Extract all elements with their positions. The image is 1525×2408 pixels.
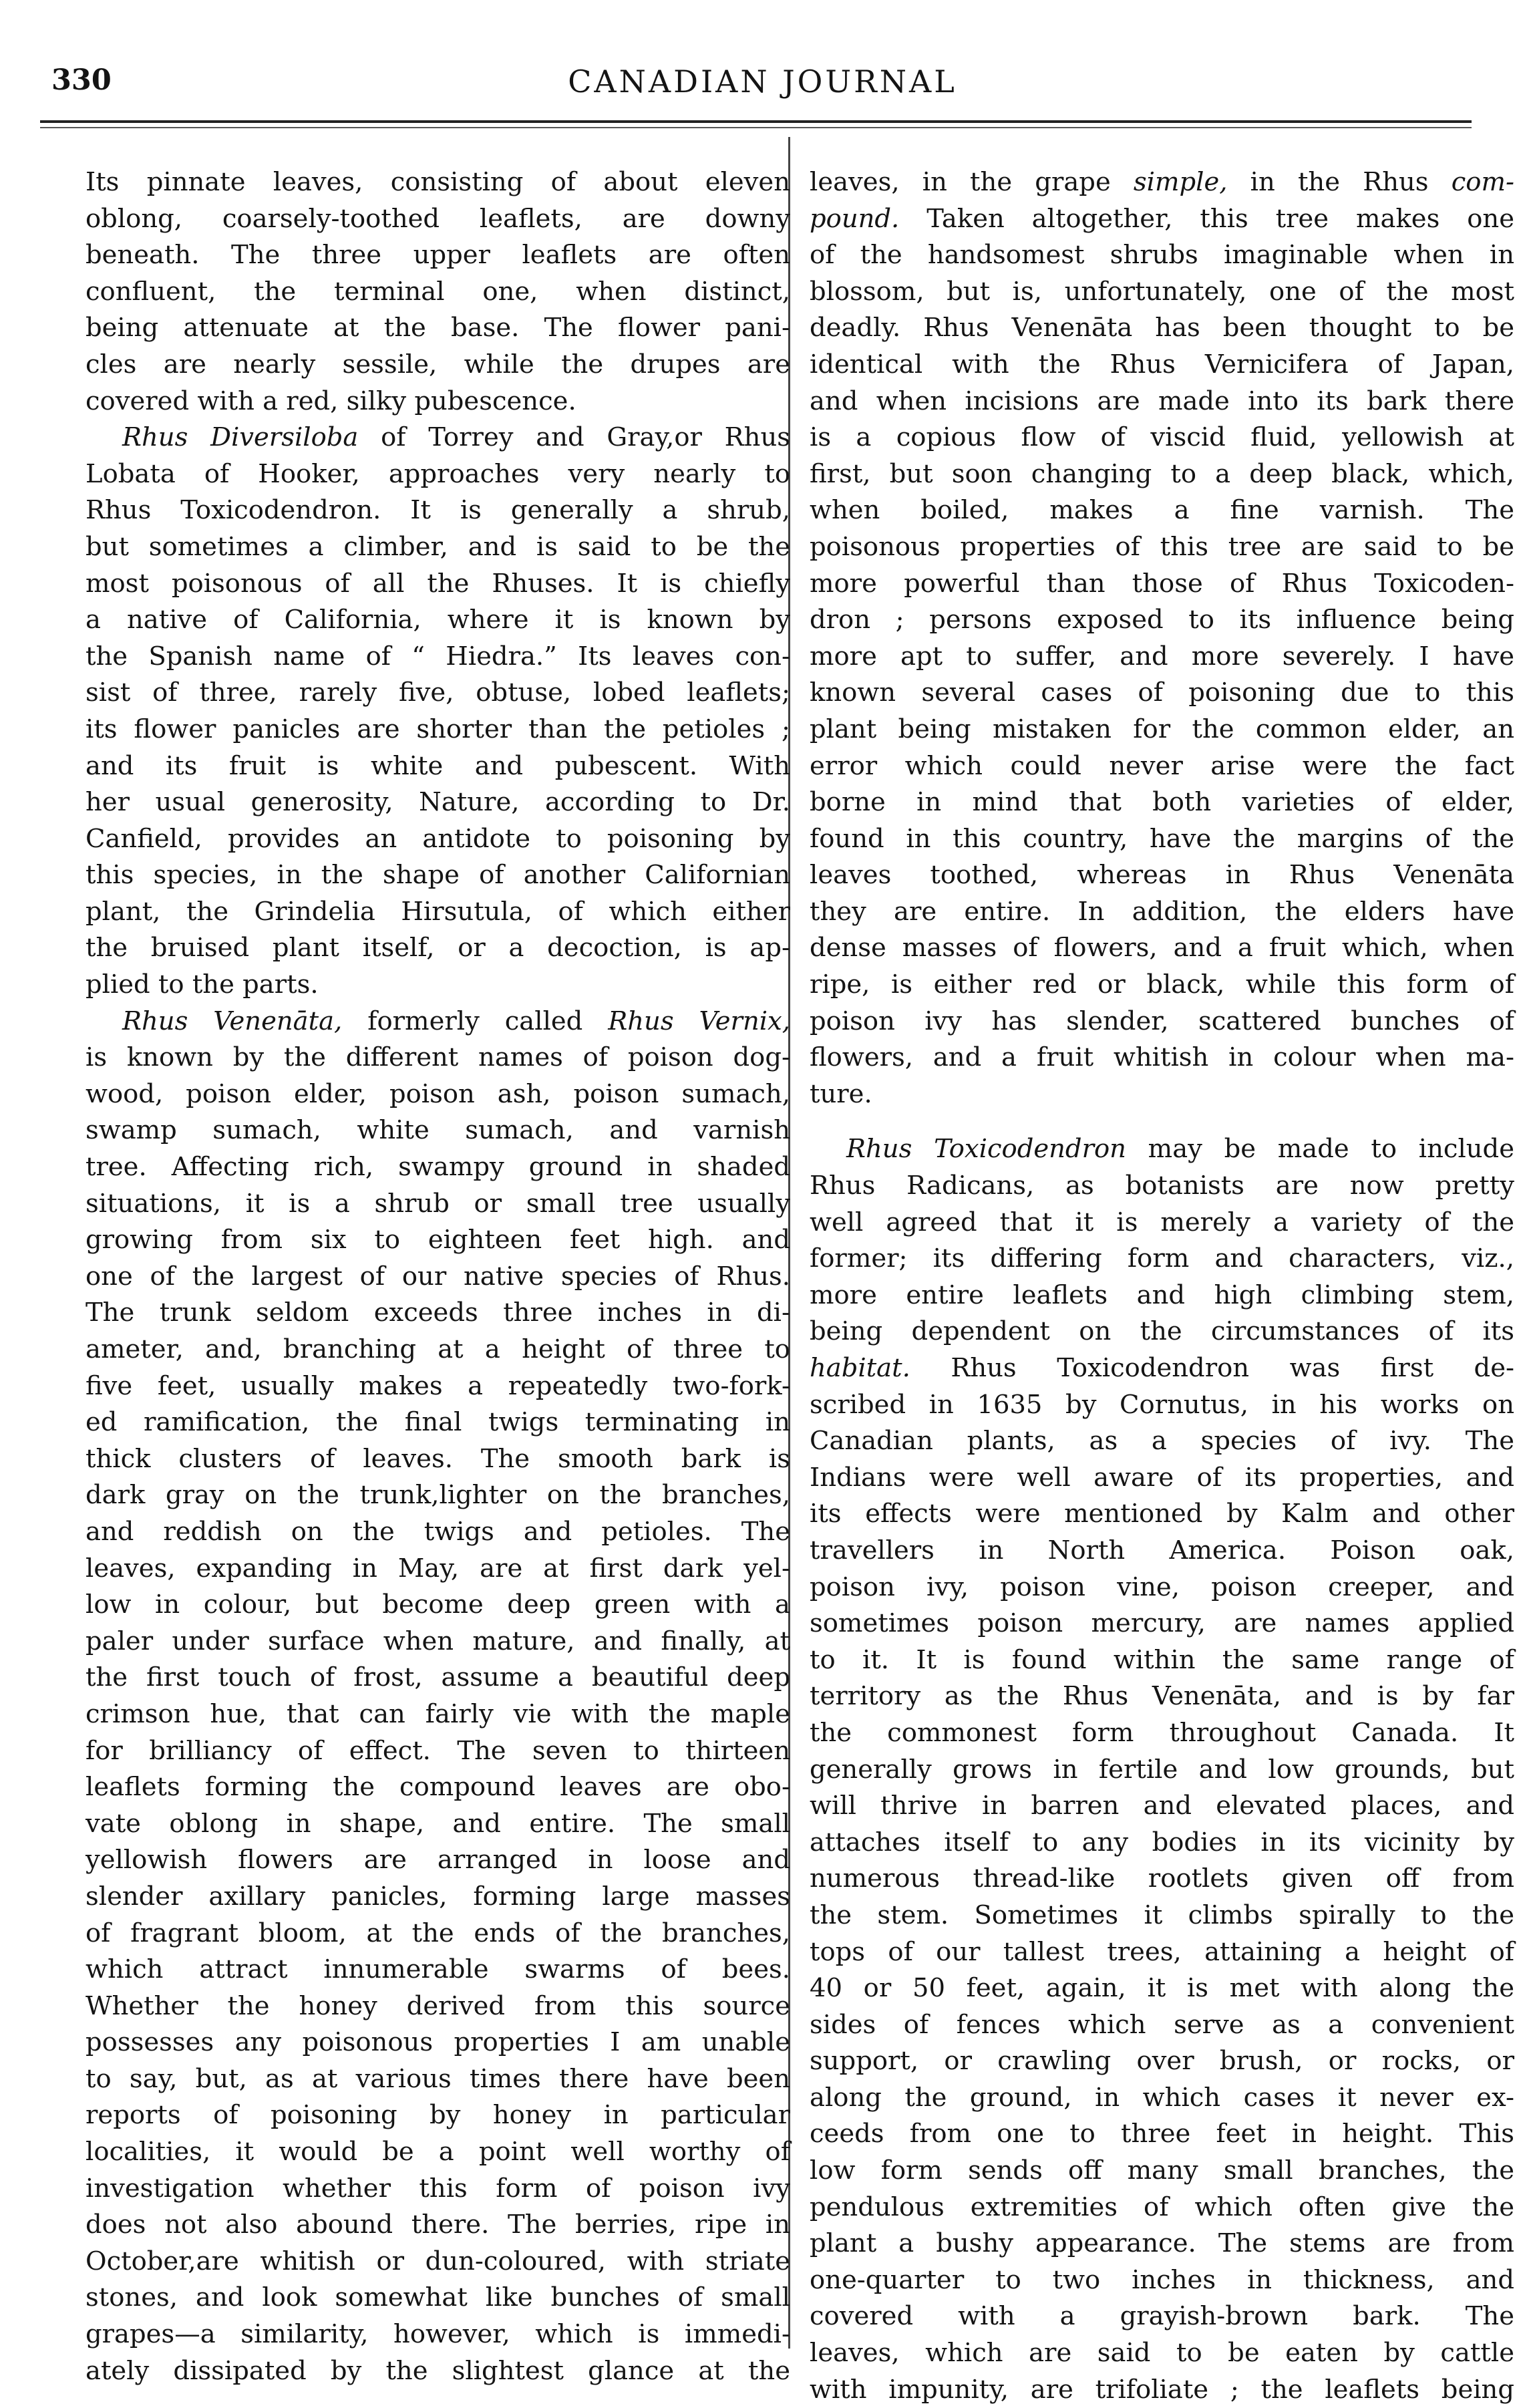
text-line <box>86 2244 790 2280</box>
text-line <box>86 1112 790 1149</box>
text-segment: investigation whether this form of poison ivy <box>86 2173 790 2204</box>
text-line <box>86 1660 790 1696</box>
text-line <box>810 1004 1514 1040</box>
text-line <box>810 492 1514 529</box>
text-line <box>810 384 1514 420</box>
text-line <box>810 1678 1514 1715</box>
text-segment: plant a bushy appearance. The stems are from <box>810 2228 1514 2259</box>
text-segment: ceeds from one to three feet in height. This <box>810 2119 1514 2149</box>
text-line <box>86 1952 790 1988</box>
text-line <box>86 1004 790 1040</box>
text-segment: when boiled, makes a fine varnish. The <box>810 495 1514 526</box>
text-line <box>86 821 790 858</box>
text-segment: will thrive in barren and elevated places, and <box>810 1791 1514 1821</box>
text-segment: paler under surface when mature, and finally, at <box>86 1626 790 1656</box>
text-segment: its effects were mentioned by Kalm and other <box>810 1499 1514 1529</box>
text-line <box>810 748 1514 785</box>
text-segment: identical with the Rhus Vernicifera of Japan, <box>810 349 1514 380</box>
text-line <box>86 2024 790 2061</box>
text-segment: ameter, and, branching at a height of three to <box>86 1334 790 1364</box>
text-segment: sides of fences which serve as a convenient <box>810 2009 1514 2040</box>
text-segment: cles are nearly sessile, while the drupes are <box>86 349 790 380</box>
text-line <box>810 784 1514 821</box>
text-line <box>86 456 790 493</box>
text-segment: blossom, but is, unfortunately, one of the most <box>810 276 1514 307</box>
text-line <box>810 2226 1514 2262</box>
text-segment: Its pinnate leaves, consisting of about eleven <box>86 167 790 197</box>
text-line <box>86 347 790 384</box>
text-line <box>86 1222 790 1259</box>
text-line <box>86 1988 790 2025</box>
text-segment: they are entire. In addition, the elders have <box>810 896 1514 927</box>
text-segment: five feet, usually makes a repeatedly two-fork- <box>86 1370 790 1401</box>
text-segment: dron ; persons exposed to its influence being <box>810 605 1514 635</box>
text-line <box>810 2298 1514 2335</box>
text-line <box>810 1040 1514 1076</box>
text-line <box>86 2207 790 2244</box>
text-line <box>810 2080 1514 2117</box>
text-segment: Canfield, provides an antidote to poisoning by <box>86 823 790 854</box>
text-line <box>810 1314 1514 1350</box>
text-line <box>86 1295 790 1332</box>
text-segment: being dependent on the circumstances of its <box>810 1316 1514 1347</box>
text-segment: yellowish flowers are arranged in loose and <box>86 1845 790 1875</box>
text-line <box>810 1277 1514 1314</box>
text-segment: along the ground, in which cases it never ex- <box>810 2082 1514 2113</box>
text-line <box>810 1460 1514 1497</box>
text-segment: leaflets forming the compound leaves are obo- <box>86 1772 790 1803</box>
text-segment: 40 or 50 feet, again, it is met with along the <box>810 1973 1514 2004</box>
text-line <box>86 2134 790 2171</box>
text-line <box>810 1642 1514 1679</box>
text-line <box>810 1825 1514 1861</box>
text-line <box>810 2262 1514 2299</box>
text-line <box>86 310 790 347</box>
text-line <box>810 2153 1514 2190</box>
text-segment: sist of three, rarely five, obtuse, lobed leaflets; <box>86 678 790 708</box>
text-segment: error which could never arise were the fact <box>810 750 1514 781</box>
text-segment: known several cases of poisoning due to this <box>810 678 1514 708</box>
text-line <box>86 2316 790 2353</box>
text-segment: and when incisions are made into its bark there <box>810 386 1514 416</box>
text-line <box>86 164 790 201</box>
text-line <box>810 1241 1514 1277</box>
text-segment: Whether the honey derived from this source <box>86 1990 790 2021</box>
text-line <box>810 1752 1514 1789</box>
running-title: CANADIAN JOURNAL <box>568 63 957 100</box>
text-segment: plant, the Grindelia Hirsutula, of which either <box>86 896 790 927</box>
text-segment: localities, it would be a point well worthy of <box>86 2137 790 2167</box>
text-segment: does not also abound there. The berries, ripe in <box>86 2210 790 2240</box>
text-line <box>810 529 1514 566</box>
text-line <box>86 1259 790 1296</box>
text-segment: dense masses of flowers, and a fruit which, when <box>810 933 1514 963</box>
text-segment: most poisonous of all the Rhuses. It is chiefly <box>86 568 790 599</box>
text-segment: covered with a grayish-brown bark. The <box>810 2301 1514 2332</box>
text-line <box>86 237 790 274</box>
text-segment: borne in mind that both varieties of elder, <box>810 787 1514 818</box>
text-segment: Lobata of Hooker, approaches very nearly to <box>86 458 790 489</box>
text-line <box>86 1186 790 1223</box>
italic-text: Rhus Toxicodendron <box>846 1134 1126 1165</box>
text-segment: being attenuate at the base. The flower pani- <box>86 313 790 343</box>
text-segment: possesses any poisonous properties I am unable <box>86 2027 790 2058</box>
text-line <box>810 1496 1514 1533</box>
text-line <box>86 1332 790 1368</box>
text-line <box>810 2372 1514 2408</box>
text-segment: pendulous extremities of which often give the <box>810 2192 1514 2222</box>
text-line <box>810 967 1514 1004</box>
text-segment: Rhus Radicans, as botanists are now pretty <box>810 1171 1514 1201</box>
text-segment: to say, but, as at various times there have been <box>86 2063 790 2094</box>
text-line <box>810 1970 1514 2007</box>
text-segment: thick clusters of leaves. The smooth bark is <box>86 1443 790 1474</box>
text-segment: tree. Affecting rich, swampy ground in shaded <box>86 1152 790 1183</box>
italic-text: simple, <box>1133 167 1228 197</box>
text-segment: Rhus Toxicodendron was first de- <box>910 1353 1514 1383</box>
text-segment: its flower panicles are shorter than the petioles ; <box>86 714 790 744</box>
text-line <box>810 1205 1514 1241</box>
text-line <box>86 967 790 1004</box>
text-line <box>86 2353 790 2390</box>
text-segment: former; its differing form and characters, viz., <box>810 1243 1514 1274</box>
text-line <box>86 492 790 529</box>
text-segment: numerous thread-like rootlets given off from <box>810 1863 1514 1894</box>
text-segment: and its fruit is white and pubescent. With <box>86 750 790 781</box>
text-segment: for brilliancy of effect. The seven to thirteen <box>86 1735 790 1766</box>
text-segment: growing from six to eighteen feet high. and <box>86 1225 790 1255</box>
text-segment: more entire leaflets and high climbing stem, <box>810 1280 1514 1310</box>
text-line <box>810 456 1514 493</box>
italic-text: Rhus Diversiloba <box>122 422 359 453</box>
text-segment: leaves toothed, whereas in Rhus Venenāta <box>810 860 1514 891</box>
text-line <box>86 2280 790 2316</box>
text-segment: leaves, in the grape <box>810 167 1134 197</box>
text-line <box>86 784 790 821</box>
text-line <box>86 675 790 712</box>
header-rule-thick <box>40 120 1472 123</box>
text-line <box>86 1733 790 1770</box>
text-segment: found in this country, have the margins of the <box>810 823 1514 854</box>
text-segment: but sometimes a climber, and is said to be the <box>86 531 790 562</box>
text-line <box>810 1423 1514 1460</box>
text-segment: swamp sumach, white sumach, and varnish <box>86 1115 790 1146</box>
text-segment: slender axillary panicles, forming large masses <box>86 1881 790 1912</box>
text-segment: leaves, which are said to be eaten by cattle <box>810 2338 1514 2369</box>
text-line <box>810 1934 1514 1971</box>
text-line <box>810 712 1514 748</box>
italic-text: Rhus Venenāta, <box>122 1006 343 1036</box>
text-segment: support, or crawling over brush, or rocks, or <box>810 2046 1514 2077</box>
text-segment: is a copious flow of viscid fluid, yellowish at <box>810 422 1514 453</box>
text-segment: one of the largest of our native species of Rhus. <box>86 1261 790 1292</box>
page-number: 330 <box>51 63 112 97</box>
text-line <box>86 2097 790 2134</box>
text-segment: to it. It is found within the same range of <box>810 1644 1514 1675</box>
text-segment: dark gray on the trunk,lighter on the branches, <box>86 1480 790 1511</box>
text-segment: the stem. Sometimes it climbs spirally to the <box>810 1900 1514 1930</box>
text-segment: scribed in 1635 by Cornutus, in his works on <box>810 1389 1514 1420</box>
text-line <box>810 2116 1514 2153</box>
text-segment: which attract innumerable swarms of bees. <box>86 1954 790 1985</box>
text-segment: Rhus Toxicodendron. It is generally a shrub, <box>86 495 790 526</box>
text-segment: in the Rhus <box>1227 167 1452 197</box>
text-segment: low form sends off many small branches, the <box>810 2155 1514 2186</box>
text-segment: sometimes poison mercury, are names applied <box>810 1608 1514 1639</box>
text-segment: reports of poisoning by honey in particular <box>86 2100 790 2131</box>
text-segment: generally grows in fertile and low grounds, but <box>810 1754 1514 1785</box>
text-segment: ed ramification, the final twigs terminating in <box>86 1407 790 1438</box>
left-column <box>86 164 790 2389</box>
text-line <box>86 1441 790 1478</box>
text-segment: may be made to include <box>1126 1134 1514 1165</box>
text-line <box>86 894 790 931</box>
italic-text: pound. <box>810 203 900 234</box>
text-segment: Canadian plants, as a species of ivy. The <box>810 1426 1514 1457</box>
text-segment: The trunk seldom exceeds three inches in di- <box>86 1298 790 1328</box>
text-segment: one-quarter to two inches in thickness, and <box>810 2264 1514 2295</box>
text-segment: situations, it is a shrub or small tree usually <box>86 1188 790 1219</box>
text-line <box>810 566 1514 603</box>
text-line <box>86 384 790 420</box>
text-segment: confluent, the terminal one, when distinct, <box>86 276 790 307</box>
text-segment: tops of our tallest trees, attaining a height of <box>810 1936 1514 1967</box>
text-segment: plant being mistaken for the common elder, an <box>810 714 1514 744</box>
right-column <box>810 164 1514 2408</box>
text-segment: crimson hue, that can fairly vie with the maple <box>86 1698 790 1729</box>
text-segment: low in colour, but become deep green with a <box>86 1590 790 1620</box>
text-segment: leaves, expanding in May, are at first dark yel- <box>86 1553 790 1584</box>
italic-text: habitat. <box>810 1353 910 1383</box>
text-line <box>86 2171 790 2208</box>
text-line <box>810 1606 1514 1642</box>
text-line <box>86 529 790 566</box>
text-line <box>86 1624 790 1660</box>
text-segment: October,are whitish or dun-coloured, with striate <box>86 2246 790 2276</box>
text-line <box>810 274 1514 311</box>
text-segment: ripe, is either red or black, while this form of <box>810 969 1514 1000</box>
header-rule-thin <box>40 127 1472 128</box>
text-line <box>810 237 1514 274</box>
text-segment: beneath. The three upper leaflets are often <box>86 240 790 271</box>
text-line <box>810 857 1514 894</box>
text-line <box>86 1551 790 1588</box>
text-line <box>810 1387 1514 1424</box>
text-segment: ture. <box>810 1078 872 1109</box>
text-line <box>810 1533 1514 1569</box>
text-segment: and reddish on the twigs and petioles. The <box>86 1516 790 1547</box>
text-line <box>810 420 1514 456</box>
text-segment: the commonest form throughout Canada. It <box>810 1717 1514 1748</box>
text-line <box>810 310 1514 347</box>
text-segment: is known by the different names of poison dog- <box>86 1042 790 1073</box>
text-segment: travellers in North America. Poison oak, <box>810 1535 1514 1565</box>
text-line <box>86 1806 790 1843</box>
text-line <box>86 1149 790 1186</box>
text-line <box>810 2007 1514 2044</box>
text-line <box>810 1715 1514 1752</box>
text-segment: covered with a red, silky pubescence. <box>86 386 576 416</box>
text-segment: wood, poison elder, poison ash, poison sumach, <box>86 1078 790 1109</box>
text-line <box>810 1788 1514 1825</box>
text-line <box>810 2043 1514 2080</box>
text-line <box>810 201 1514 238</box>
paragraph-gap <box>810 1112 1514 1131</box>
text-segment: the Spanish name of “ Hiedra.” Its leaves con- <box>86 641 790 671</box>
text-line <box>86 201 790 238</box>
text-segment: ately dissipated by the slightest glance at the <box>86 2355 790 2386</box>
text-segment: territory as the Rhus Venenāta, and is by far <box>810 1681 1514 1712</box>
text-line <box>86 1404 790 1441</box>
text-line <box>86 930 790 967</box>
text-line <box>86 420 790 456</box>
text-segment: attaches itself to any bodies in its vicinity by <box>810 1827 1514 1857</box>
text-line <box>810 821 1514 858</box>
text-line <box>86 1040 790 1076</box>
text-line <box>810 1168 1514 1205</box>
text-segment: more apt to suffer, and more severely. I have <box>810 641 1514 671</box>
text-segment: of the handsomest shrubs imaginable when in <box>810 240 1514 271</box>
text-line <box>86 1769 790 1806</box>
text-segment: poison ivy, poison vine, poison creeper, and <box>810 1571 1514 1602</box>
text-line <box>86 1514 790 1551</box>
text-line <box>810 1131 1514 1168</box>
text-segment: the first touch of frost, assume a beautiful deep <box>86 1662 790 1693</box>
text-line <box>86 1477 790 1514</box>
text-line <box>810 1898 1514 1934</box>
text-segment: of Torrey and Gray,or Rhus <box>358 422 790 453</box>
text-line <box>810 602 1514 639</box>
text-line <box>86 639 790 675</box>
text-segment: this species, in the shape of another Californian <box>86 860 790 891</box>
text-segment: poisonous properties of this tree are said to be <box>810 531 1514 562</box>
text-segment: deadly. Rhus Venenāta has been thought to be <box>810 313 1514 343</box>
text-line <box>810 164 1514 201</box>
text-line <box>810 2335 1514 2372</box>
text-line <box>810 1861 1514 1898</box>
text-line <box>86 1879 790 1916</box>
text-line <box>86 602 790 639</box>
text-line <box>810 2190 1514 2226</box>
text-segment: oblong, coarsely-toothed leaflets, are downy <box>86 203 790 234</box>
text-line <box>86 1842 790 1879</box>
text-segment: formerly called <box>342 1006 609 1036</box>
text-line <box>86 566 790 603</box>
text-segment: her usual generosity, Nature, according to Dr. <box>86 787 790 818</box>
text-line <box>86 1368 790 1405</box>
text-line <box>86 748 790 785</box>
text-line <box>810 639 1514 675</box>
text-segment: more powerful than those of Rhus Toxicoden- <box>810 568 1514 599</box>
text-segment: Taken altogether, this tree makes one <box>899 203 1514 234</box>
text-segment: poison ivy has slender, scattered bunches of <box>810 1006 1514 1036</box>
text-line <box>86 1696 790 1733</box>
text-line <box>86 1076 790 1113</box>
text-segment: of fragrant bloom, at the ends of the branches, <box>86 1918 790 1948</box>
text-line <box>86 857 790 894</box>
text-line <box>810 1350 1514 1387</box>
italic-text: Rhus Vernix, <box>608 1006 791 1036</box>
text-line <box>810 894 1514 931</box>
text-line <box>86 2061 790 2098</box>
text-line <box>86 1916 790 1952</box>
text-segment: a native of California, where it is known by <box>86 605 790 635</box>
text-segment: vate oblong in shape, and entire. The small <box>86 1808 790 1839</box>
text-line <box>810 347 1514 384</box>
text-line <box>810 675 1514 712</box>
text-segment: grapes—a similarity, however, which is immedi- <box>86 2319 790 2350</box>
text-segment: with impunity, are trifoliate ; the leaflets being <box>810 2374 1514 2405</box>
text-segment: plied to the parts. <box>86 969 319 1000</box>
text-line <box>810 1076 1514 1113</box>
italic-text: com- <box>1451 167 1514 197</box>
text-line <box>810 930 1514 967</box>
text-line <box>86 1587 790 1624</box>
text-segment: first, but soon changing to a deep black, which, <box>810 458 1514 489</box>
text-segment: Indians were well aware of its properties, and <box>810 1462 1514 1493</box>
text-segment: stones, and look somewhat like bunches of small <box>86 2282 790 2313</box>
text-segment: well agreed that it is merely a variety of the <box>810 1207 1514 1237</box>
text-segment: flowers, and a fruit whitish in colour when ma- <box>810 1042 1514 1073</box>
text-segment: the bruised plant itself, or a decoction, is ap- <box>86 933 790 963</box>
text-line <box>810 1569 1514 1606</box>
text-line <box>86 274 790 311</box>
text-line <box>86 712 790 748</box>
